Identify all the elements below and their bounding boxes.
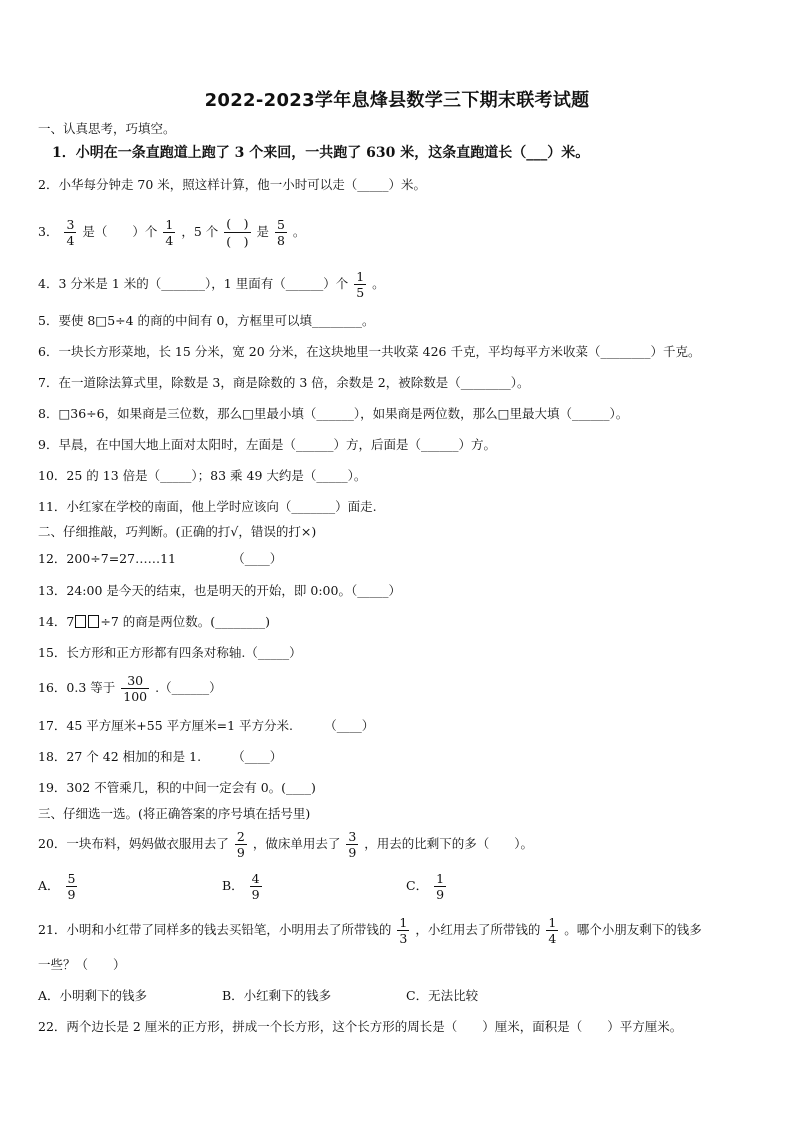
- question-21: 21．小明和小红带了同样多的钱去买铅笔，小明用去了所带钱的 $\frac{1}{3}$ ，小红用去了所带钱的 $\frac{1}{4}$ 。哪个小朋友剩下的钱多: [38, 915, 702, 946]
- page-title: 2022-2023学年息烽县数学三下期末联考试题: [204, 90, 590, 111]
- question-15: 15．长方形和正方形都有四条对称轴.（_____）: [38, 645, 302, 660]
- option-c: C．无法比较: [406, 988, 479, 1003]
- question-7: 7．在一道除法算式里，除数是 3，商是除数的 3 倍，余数是 2，被除数是（________）。: [38, 375, 530, 390]
- fraction: $\frac{1}{4}$: [165, 217, 174, 248]
- option-a: A．小明剩下的钱多: [38, 988, 148, 1003]
- fraction: $\frac{4}{9}$: [251, 871, 260, 902]
- question-6: 6．一块长方形菜地，长 15 分米，宽 20 分米，在这块地里一共收菜 426 千克，平均每平方米收菜（________）千克。: [38, 344, 701, 359]
- fraction: $\frac{1}{3}$: [399, 915, 408, 946]
- fraction: $\frac{1}{9}$: [436, 871, 445, 902]
- question-9: 9．早晨，在中国大地上面对太阳时，左面是（______）方，后面是（______）方。: [38, 437, 496, 452]
- question-13: 13．24:00 是今天的结束，也是明天的开始，即 0:00。（_____）: [38, 583, 401, 598]
- option-c: C． $\frac{1}{9}$: [406, 871, 445, 902]
- question-11: 11．小红家在学校的南面，他上学时应该向（_______）面走.: [38, 499, 377, 514]
- question-14: 14．7 ÷7 的商是两位数。(________): [38, 614, 271, 629]
- question-10: 10．25 的 13 倍是（_____）；83 乘 49 大约是（_____）。: [38, 468, 367, 483]
- fraction: $\frac{5}{9}$: [67, 871, 76, 902]
- option-b: B． $\frac{4}{9}$: [222, 871, 260, 902]
- option-b: B．小红剩下的钱多: [222, 988, 332, 1003]
- fraction: $\frac{1}{5}$: [356, 269, 365, 300]
- question-1: 1．小明在一条直跑道上跑了 3 个来回，一共跑了 630 米，这条直跑道长（___）米。: [52, 145, 590, 161]
- question-12: 12．200÷7=27……11 （____）: [38, 551, 283, 566]
- section-1-heading: 一、认真思考，巧填空。: [38, 121, 176, 136]
- question-3: 3． $\frac{3}{4}$ 是（ ）个 $\frac{1}{4}$ ，5 个 $\frac{( )}{( )}$ 是 $\frac{5}{8}$ 。: [38, 216, 306, 249]
- question-17: 17．45 平方厘米+55 平方厘米=1 平方分米. （____）: [38, 718, 375, 733]
- question-21-continued: 一些？（ ）: [38, 957, 126, 972]
- question-21-options: [38, 988, 758, 1004]
- question-4: 4．3 分米是 1 米的（_______），1 里面有（______）个 $\frac{1}{5}$ 。: [38, 269, 385, 300]
- fraction: $\frac{30}{100}$: [123, 673, 148, 704]
- section-3-heading: 三、仔细选一选。(将正确答案的序号填在括号里): [38, 806, 311, 821]
- option-a: A． $\frac{5}{9}$: [38, 871, 76, 902]
- fraction: $\frac{2}{9}$: [236, 829, 245, 860]
- question-20-options: [38, 868, 758, 904]
- question-18: 18．27 个 42 相加的和是 1. （____）: [38, 749, 283, 764]
- question-20: 20．一块布料，妈妈做衣服用去了 $\frac{2}{9}$ ，做床单用去了 $\frac{3}{9}$ ，用去的比剩下的多（ ）。: [38, 829, 534, 860]
- section-2-heading: 二、仔细推敲，巧判断。(正确的打√，错误的打×): [38, 524, 317, 539]
- fraction: $\frac{3}{9}$: [348, 829, 357, 860]
- question-8: 8．□36÷6，如果商是三位数，那么□里最小填（______），如果商是两位数，那么□里最大填（______）。: [38, 406, 629, 421]
- question-5: 5．要使 8□5÷4 的商的中间有 0，方框里可以填________。: [38, 313, 375, 328]
- question-22: 22．两个边长是 2 厘米的正方形，拼成一个长方形，这个长方形的周长是（ ）厘米，面积是（ ）平方厘米。: [38, 1019, 683, 1034]
- empty-box-icon: [75, 615, 86, 628]
- fraction: $\frac{1}{4}$: [548, 915, 557, 946]
- fraction-blank: $\frac{( )}{( )}$: [226, 216, 249, 249]
- question-2: 2．小华每分钟走 70 米，照这样计算，他一小时可以走（_____）米。: [38, 177, 427, 192]
- empty-box-icon: [88, 615, 99, 628]
- question-19: 19．302 不管乘几，积的中间一定会有 0。(____): [38, 780, 316, 795]
- question-16: 16．0.3 等于 $\frac{30}{100}$ .（______）: [38, 673, 222, 704]
- fraction: $\frac{5}{8}$: [276, 217, 285, 248]
- fraction: $\frac{3}{4}$: [66, 217, 75, 248]
